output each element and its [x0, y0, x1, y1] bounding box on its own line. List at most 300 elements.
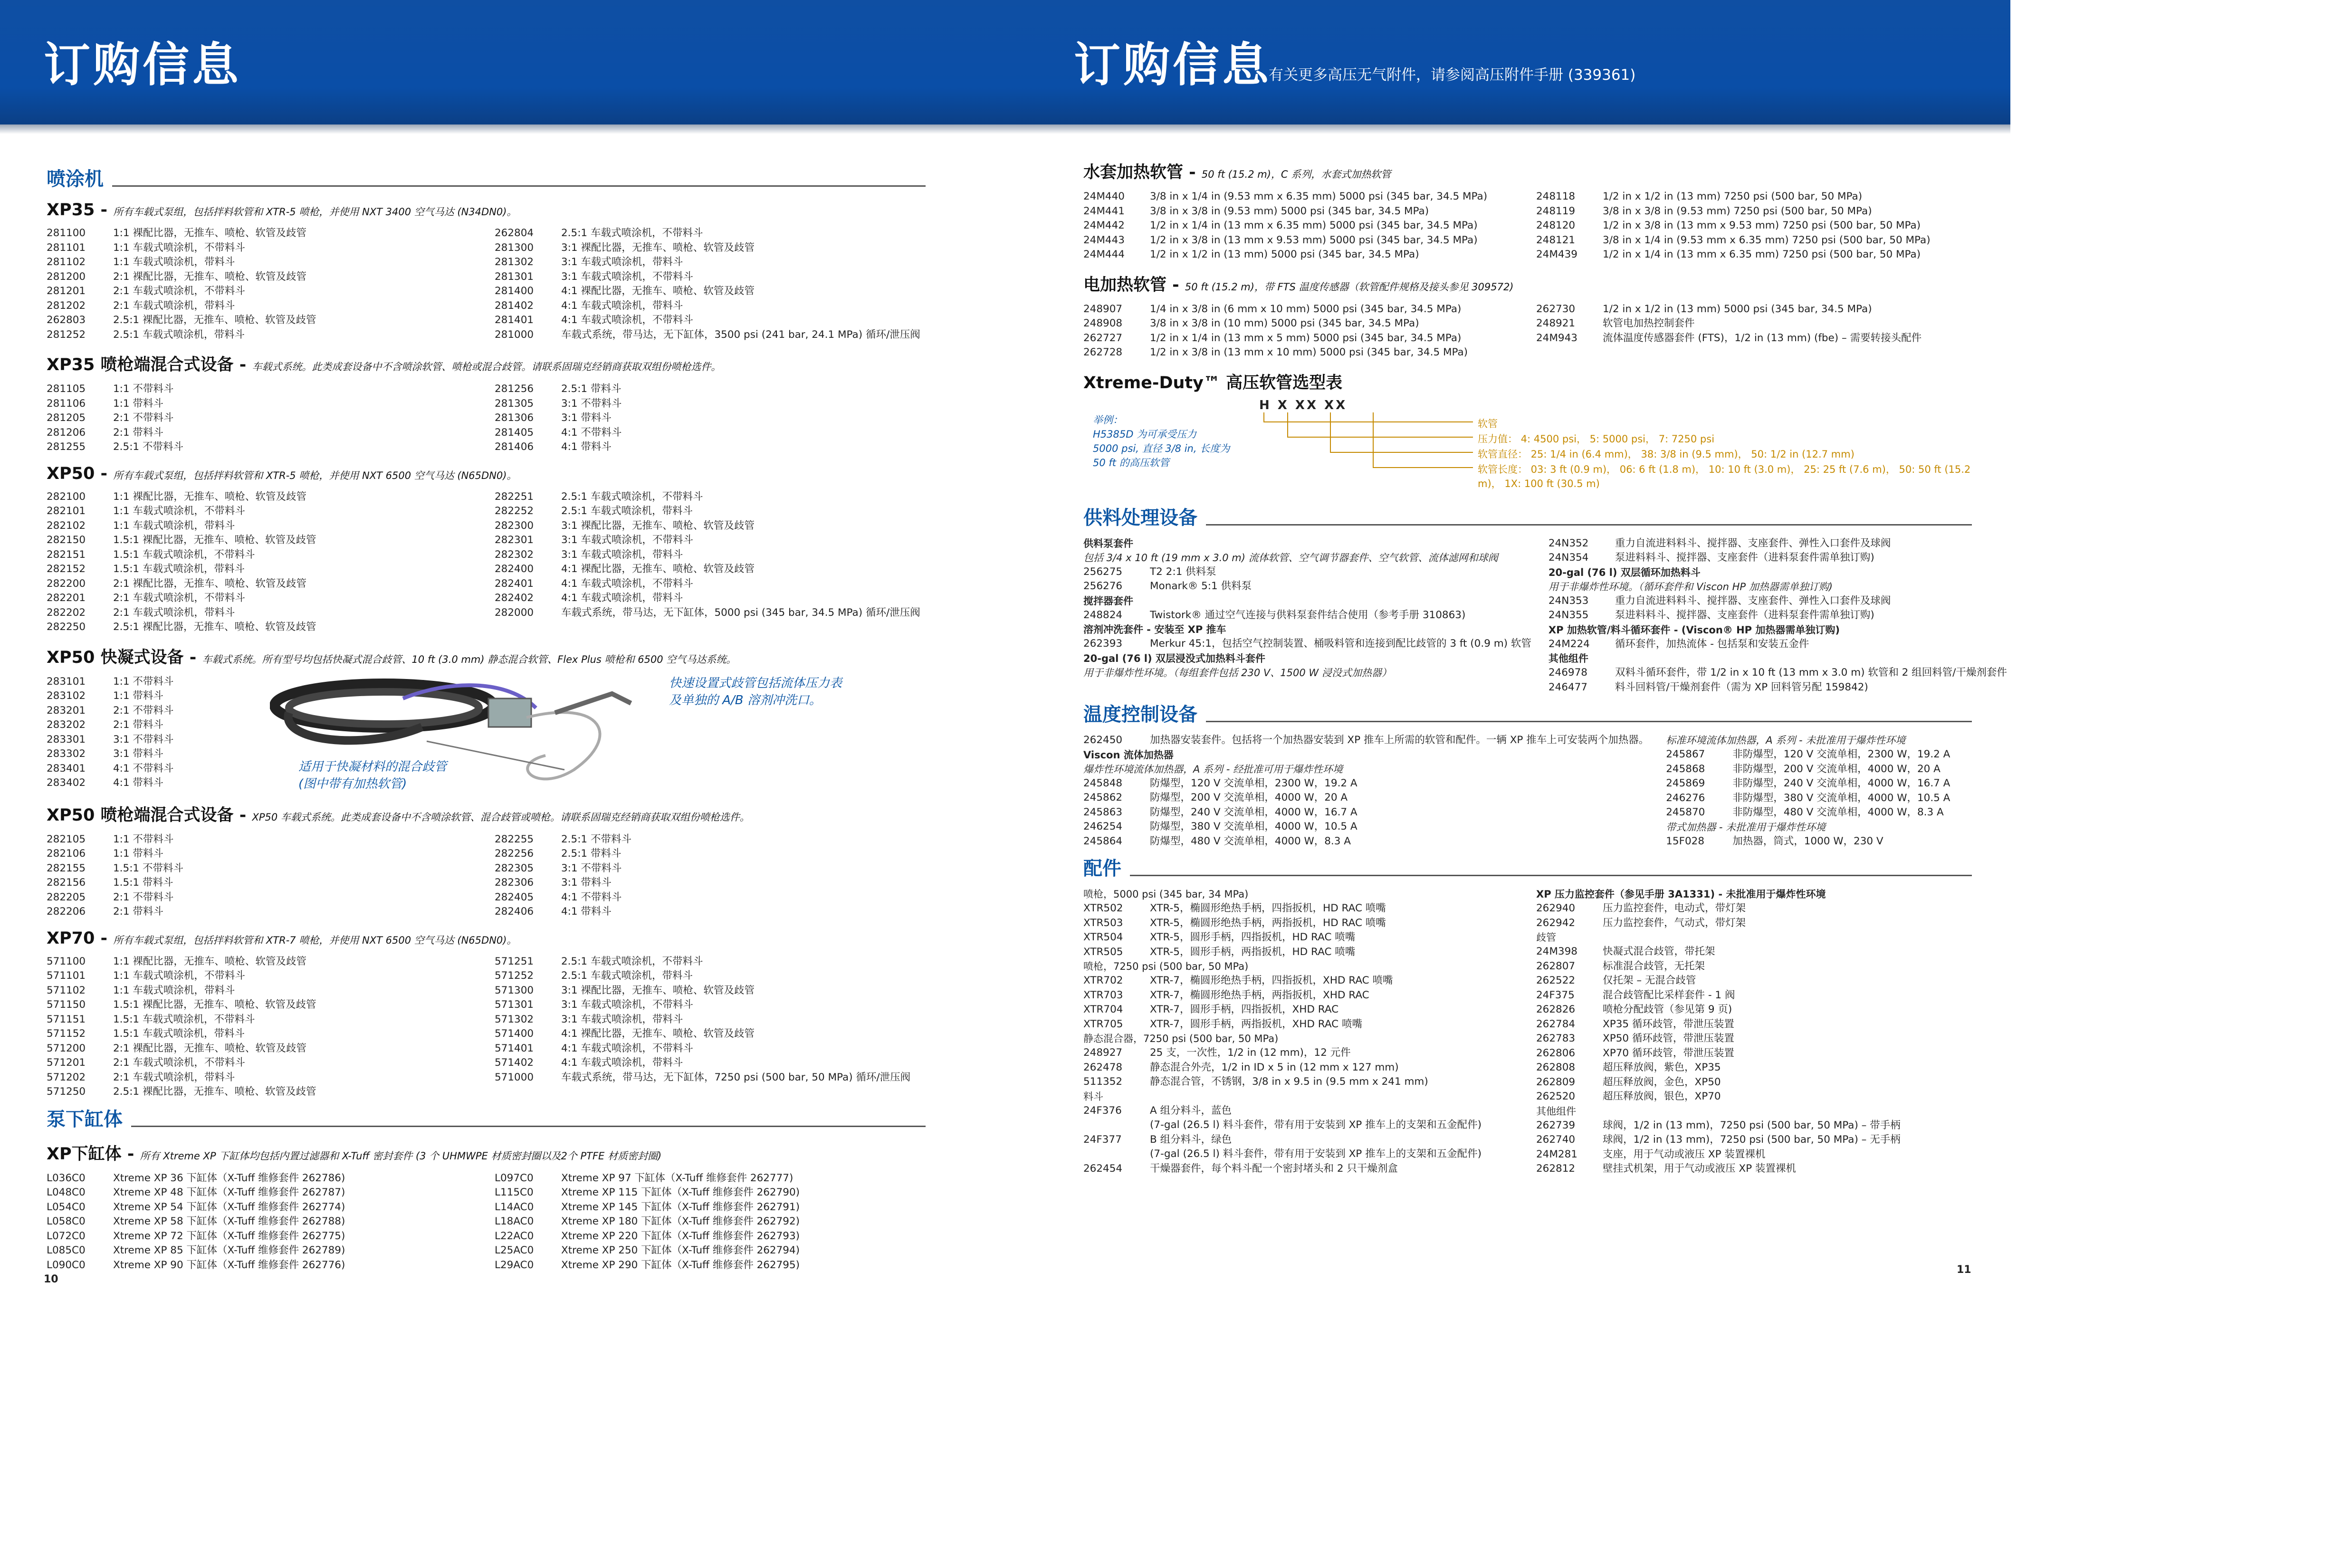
table-row	[495, 226, 926, 241]
caption-manifold-1: 快速设置式歧管包括流体压力表	[669, 676, 842, 690]
parts-list	[47, 226, 478, 342]
table-row	[495, 313, 926, 328]
part-number: 245848	[1083, 777, 1123, 789]
circ-kit-head: XP 加热软管/料斗循环套件 - (Viscon® HP 加热器需单独订购)	[1548, 624, 1840, 636]
part-number: 571402	[495, 1057, 534, 1069]
part-number: 281205	[47, 412, 86, 424]
table-row	[495, 562, 926, 577]
table-row	[1536, 219, 1972, 233]
xp35-title: XP35 -	[47, 201, 114, 220]
xp50q-desc: 车载式系统。所有型号均包括快凝式混合歧管、10 ft (3.0 mm) 静态混合软管、Flex Plus 喷枪和 6500 空气马达系统。	[202, 653, 736, 665]
other-parts-head: 其他组件	[1548, 653, 1588, 664]
table-row	[495, 519, 926, 534]
part-number: 571202	[47, 1071, 86, 1083]
part-description: 泵进料料斗、搅拌器、支座套件（进料泵套件需单独订购)	[1615, 552, 1874, 564]
builder-legend-diameter: 软管直径： 25: 1/4 in (6.4 mm)， 38: 3/8 in (9.5 mm)， 50: 1/2 in (12.7 mm)	[1478, 448, 1855, 460]
part-number: 571401	[495, 1042, 534, 1054]
part-description: 4:1 不带料斗	[113, 762, 174, 774]
table-row	[495, 955, 926, 969]
table-row	[1083, 733, 1649, 748]
part-number: 282401	[495, 577, 534, 590]
part-number: 281402	[495, 299, 534, 312]
part-number: 571150	[47, 999, 86, 1011]
table-row	[47, 270, 478, 285]
part-number: 24M224	[1548, 638, 1590, 650]
table-row	[495, 876, 926, 890]
table-row	[495, 1056, 926, 1071]
monitor-head: XP 压力监控套件（参见手册 3A1331) - 未批准用于爆炸性环境	[1536, 889, 1826, 900]
table-row	[1536, 1061, 1972, 1075]
lowers-title: XP下缸体 -	[47, 1144, 140, 1164]
part-number: 248121	[1536, 234, 1576, 246]
part-description: 泵进料料斗、搅拌器、支座套件（进料泵套件需单独订购)	[1615, 609, 1874, 621]
lowers-heading	[47, 1141, 926, 1165]
part-number: 282102	[47, 519, 86, 532]
table-row	[495, 984, 926, 998]
table-row	[495, 504, 926, 519]
table-row	[1083, 316, 1519, 331]
part-number: 571101	[47, 970, 86, 982]
part-description: 1/2 in x 1/2 in (13 mm) 5000 psi (345 bar, 34.5 MPa)	[1150, 249, 1419, 260]
part-description: XTR-7，圆形手柄，四指扳机，XHD RAC	[1150, 1004, 1339, 1015]
part-number: 281256	[495, 383, 534, 395]
hose-builder-heading	[1083, 370, 1972, 393]
part-number: L14AC0	[495, 1201, 534, 1213]
parts-list	[1666, 747, 1972, 820]
table-row	[1083, 204, 1519, 219]
part-description: 2.5:1 带料斗	[561, 383, 621, 395]
table-row	[1083, 1118, 1519, 1133]
table-row	[495, 1200, 926, 1215]
builder-code: H X XX XX	[1259, 398, 1348, 412]
part-number: 282200	[47, 577, 86, 590]
table-row	[47, 955, 478, 969]
part-description: Xtreme XP 36 下缸体（X-Tuff 维修套件 262786)	[113, 1172, 345, 1184]
table-row	[1549, 594, 2007, 609]
elec-hose-desc: 50 ft (15.2 m)，带 FTS 温度传感器（软管配件规格及接头参见 309572)	[1185, 281, 1514, 293]
table-row	[1083, 331, 1519, 346]
part-description: Xtreme XP 85 下缸体（X-Tuff 维修套件 262789)	[113, 1244, 345, 1256]
part-description: 压力监控套件，电动式，带灯架	[1603, 902, 1746, 914]
part-number: 262804	[495, 227, 534, 239]
table-row	[1083, 1133, 1519, 1147]
parts-list	[1083, 901, 1519, 959]
part-description: 1:1 不带料斗	[113, 383, 174, 395]
table-row	[1083, 1017, 1519, 1032]
table-row	[1536, 316, 1972, 331]
elec-hose-table	[1083, 302, 1972, 360]
part-number: 282101	[47, 505, 86, 517]
part-description: B 组分料斗，绿色	[1150, 1133, 1232, 1146]
part-description: 2:1 裸配比器，无推车、喷枪、软管及歧管	[113, 270, 306, 283]
table-row	[1536, 1003, 1972, 1017]
table-row	[1549, 666, 2007, 680]
part-description: 2.5:1 车载式喷涂机，不带料斗	[561, 955, 703, 967]
part-number: 282100	[47, 490, 86, 503]
part-number: 571400	[495, 1028, 534, 1040]
table-row	[495, 1243, 926, 1258]
part-description: 1/4 in x 3/8 in (6 mm x 10 mm) 5000 psi (345 bar, 34.5 MPa)	[1150, 303, 1462, 315]
table-row	[47, 426, 478, 440]
section-pump-lowers	[47, 1104, 926, 1131]
part-description: 防爆型，480 V 交流单相，4000 W，8.3 A	[1150, 835, 1351, 847]
xp35-desc: 所有车载式泵组，包括拌料软管和 XTR-5 喷枪，并使用 NXT 3400 空气马达 (N34DN0)。	[113, 206, 517, 218]
part-description: 1/2 in x 1/2 in (13 mm) 7250 psi (500 bar, 50 MPa)	[1603, 191, 1863, 202]
builder-connector-lines	[1259, 412, 1478, 493]
part-number: 282255	[495, 833, 534, 845]
acc-grid	[1083, 887, 1972, 1176]
part-number: 262739	[1536, 1119, 1576, 1131]
table-row	[47, 548, 478, 563]
part-number: 571300	[495, 984, 534, 996]
table-row	[1083, 565, 1531, 580]
table-row	[47, 397, 478, 411]
part-number: 24M281	[1536, 1148, 1578, 1160]
part-number: L058C0	[47, 1215, 86, 1227]
table-row	[1549, 680, 2007, 695]
right-column	[1083, 159, 2007, 1176]
table-row	[1536, 1133, 1972, 1147]
part-number: 282152	[47, 563, 86, 575]
part-description: 2.5:1 带料斗	[561, 848, 621, 860]
table-row	[495, 1258, 926, 1273]
part-description: 加热器，筒式，1000 W，230 V	[1732, 835, 1884, 847]
parts-list	[47, 955, 478, 1100]
table-row	[1083, 637, 1531, 651]
part-number: 262807	[1536, 960, 1576, 972]
part-description: 3:1 车载式喷涂机，不带料斗	[561, 999, 693, 1011]
table-row	[1536, 1032, 1972, 1046]
table-row	[47, 890, 478, 905]
part-description: 3:1 车载式喷涂机，不带料斗	[561, 270, 693, 283]
table-row	[47, 969, 478, 984]
part-description: 3/8 in x 1/4 in (9.53 mm x 6.35 mm) 5000 psi (345 bar, 34.5 MPa)	[1150, 191, 1488, 202]
part-description: 3:1 不带料斗	[561, 862, 622, 874]
part-number: 282105	[47, 833, 86, 845]
part-number: 281106	[47, 397, 86, 410]
part-description: 1:1 车载式喷涂机，带料斗	[113, 519, 235, 532]
part-number: 281401	[495, 314, 534, 326]
part-number: 262809	[1536, 1076, 1576, 1088]
hopper-desc: 用于非爆炸性环境。（每组套件包括 230 V、1500 W 浸没式加热器）	[1083, 667, 1392, 679]
parts-list	[1549, 536, 2007, 565]
parts-list	[495, 382, 926, 455]
table-row	[1083, 916, 1519, 931]
table-row	[495, 284, 926, 299]
part-description: 1/2 in x 1/2 in (13 mm) 5000 psi (345 bar, 34.5 MPa)	[1603, 303, 1872, 315]
part-number: 281301	[495, 270, 534, 283]
parts-list	[1549, 594, 2007, 623]
part-description: 流体温度传感器套件 (FTS)，1/2 in (13 mm) (fbe) – 需要转接头配件	[1603, 332, 1922, 344]
parts-list	[1083, 565, 1531, 594]
section-temp	[1083, 699, 1972, 727]
part-number: L090C0	[47, 1259, 86, 1271]
part-description: 重力自流进料料斗、搅拌器、支座套件、弹性入口套件及球阀	[1615, 537, 1891, 549]
part-description: 4:1 裸配比器，无推车、喷枪、软管及歧管	[561, 1028, 755, 1040]
part-number: 283401	[47, 762, 86, 774]
part-description: 1.5:1 车载式喷涂机，带料斗	[113, 1028, 245, 1040]
section-feed	[1083, 503, 1972, 530]
right-page-title: 订购信息	[1074, 38, 1272, 92]
xp50r-desc: XP50 车载式系统。此类成套设备中不含喷涂软管、混合歧管或喷枪。请联系固瑞克经销商获取双组份喷枪选件。	[252, 811, 750, 823]
other-head: 其他组件	[1536, 1105, 1576, 1117]
table-row	[47, 1171, 478, 1186]
part-description: 1.5:1 带料斗	[113, 877, 173, 889]
part-description: 3/8 in x 1/4 in (9.53 mm x 6.35 mm) 7250 psi (500 bar, 50 MPa)	[1603, 234, 1931, 246]
parts-list	[1536, 1119, 1972, 1176]
table-row	[47, 606, 478, 621]
part-description: 2:1 带料斗	[113, 906, 163, 918]
xp35r-table	[47, 382, 926, 455]
table-row	[1083, 776, 1649, 791]
part-number: 262808	[1536, 1061, 1576, 1073]
part-description: 3:1 裸配比器，无推车、喷枪、软管及歧管	[561, 241, 755, 254]
part-description: 1:1 车载式喷涂机，带料斗	[113, 984, 235, 996]
part-number: 262803	[47, 314, 86, 326]
part-number: 281206	[47, 426, 86, 439]
table-row	[47, 241, 478, 256]
table-row	[1083, 805, 1649, 820]
part-number: 262478	[1083, 1061, 1123, 1073]
part-number: 248921	[1536, 317, 1576, 329]
caption-manifold-2: 及单独的 A/B 溶剂冲洗口。	[669, 693, 822, 708]
part-number: 281202	[47, 299, 86, 312]
table-row	[495, 905, 926, 919]
part-description: 4:1 带料斗	[113, 777, 163, 789]
part-description: 车载式系统，带马达，无下缸体，7250 psi (500 bar, 50 MPa) 循环/泄压阀	[561, 1071, 911, 1083]
part-number: 245863	[1083, 806, 1123, 818]
table-row	[495, 382, 926, 397]
table-row	[47, 984, 478, 998]
table-row	[1083, 930, 1519, 945]
hopper-acc-head: 料斗	[1083, 1090, 1103, 1102]
part-description: 2:1 裸配比器，无推车、喷枪、软管及歧管	[113, 577, 306, 590]
part-number: 262520	[1536, 1090, 1576, 1102]
part-number: 281252	[47, 328, 86, 341]
table-row	[47, 1243, 478, 1258]
table-row	[47, 1013, 478, 1027]
part-number: 24M398	[1536, 946, 1578, 957]
part-description: 球阀，1/2 in (13 mm)，7250 psi (500 bar, 50 MPa) – 无手柄	[1603, 1134, 1901, 1146]
part-number: 281201	[47, 285, 86, 297]
part-description: 1:1 裸配比器，无推车、喷枪、软管及歧管	[113, 227, 306, 239]
part-number: 245864	[1083, 835, 1123, 847]
parts-list	[1549, 666, 2007, 695]
table-row	[1083, 190, 1519, 204]
table-row	[495, 1013, 926, 1027]
table-row	[1536, 1090, 1972, 1104]
parts-list	[47, 832, 478, 919]
part-description: Xtreme XP 48 下缸体（X-Tuff 维修套件 262787)	[113, 1186, 345, 1198]
part-number: 571251	[495, 955, 534, 967]
table-row	[495, 440, 926, 455]
feed-grid	[1083, 536, 2007, 695]
part-number: 283202	[47, 719, 86, 731]
table-row	[1083, 974, 1519, 988]
part-description: 1:1 车载式喷涂机，不带料斗	[113, 970, 245, 982]
part-description: 仅托架 – 无混合歧管	[1603, 975, 1696, 986]
part-number: 262812	[1536, 1163, 1576, 1175]
part-description: 非防爆型，200 V 交流单相，4000 W，20 A	[1732, 763, 1941, 775]
part-number: 262826	[1536, 1004, 1576, 1015]
parts-list	[1083, 637, 1531, 651]
part-number: 282302	[495, 548, 534, 561]
part-number: 262454	[1083, 1162, 1123, 1175]
table-row	[47, 733, 256, 747]
part-number: 281255	[47, 441, 86, 453]
part-description: 1.5:1 车载式喷涂机，不带料斗	[113, 548, 255, 561]
table-row	[1083, 1046, 1519, 1061]
part-number: 281200	[47, 270, 86, 283]
table-row	[47, 861, 478, 876]
xp50q-block	[47, 675, 926, 793]
part-number: 248120	[1536, 220, 1576, 231]
part-number: 248119	[1536, 205, 1576, 217]
parts-list	[1666, 834, 1972, 849]
table-row	[47, 762, 256, 776]
part-description: 3:1 车载式喷涂机，带料斗	[561, 1013, 683, 1025]
part-description: 非防爆型，480 V 交流单相，4000 W，8.3 A	[1732, 806, 1944, 818]
part-number: 246276	[1666, 792, 1705, 804]
temp-grid	[1083, 733, 1972, 849]
parts-list	[47, 675, 256, 791]
part-description: XTR-7，椭圆形绝热手柄，两指扳机，XHD RAC	[1150, 989, 1369, 1001]
left-page-number: 10	[44, 1273, 58, 1285]
part-description: 料斗回料管/干燥剂套件（需为 XP 回料管另配 159842)	[1615, 681, 1868, 693]
builder-example-1: 举例：	[1093, 414, 1123, 426]
part-number: 24M444	[1083, 249, 1125, 260]
table-row	[495, 832, 926, 847]
part-description: Twistork® 通过空气连接与供料泵套件结合使用（参考手册 310863)	[1150, 609, 1466, 621]
part-number: 245869	[1666, 777, 1705, 789]
part-description: 3:1 带料斗	[113, 748, 163, 760]
table-row	[47, 998, 478, 1013]
section-title: 配件	[1083, 858, 1121, 880]
part-description: 4:1 不带料斗	[561, 891, 622, 903]
table-row	[1083, 1147, 1519, 1162]
part-description: 1/2 in x 1/4 in (13 mm x 5 mm) 5000 psi (345 bar, 34.5 MPa)	[1150, 332, 1462, 344]
part-number: L25AC0	[495, 1244, 534, 1256]
table-row	[1083, 945, 1519, 960]
part-number: L054C0	[47, 1201, 86, 1213]
part-number: XTR703	[1083, 989, 1123, 1001]
part-number: 262727	[1083, 332, 1123, 344]
table-row	[47, 577, 478, 592]
part-description: XTR-5，圆形手柄，两指扳机，HD RAC 喷嘴	[1150, 946, 1356, 958]
part-description: 加热器安装套件。包括将一个加热器安装到 XP 推车上所需的软管和配件。一辆 XP 推车上可安装两个加热器。	[1150, 734, 1649, 746]
part-number: 281400	[495, 285, 534, 297]
part-number: 281105	[47, 383, 86, 395]
table-row	[1549, 608, 2007, 623]
part-number: 262393	[1083, 638, 1123, 650]
part-description: 压力监控套件，气动式，带灯架	[1603, 917, 1746, 929]
parts-list	[495, 1171, 926, 1273]
part-description: 2:1 不带料斗	[113, 412, 174, 424]
parts-list	[1536, 302, 1972, 360]
part-description: 防爆型，120 V 交流单相，2300 W，19.2 A	[1150, 777, 1358, 789]
lowers-desc: 所有 Xtreme XP 下缸体均包括内置过滤器和 X-Tuff 密封套件 (3 个 UHMWPE 材质密封圈以及2个 PTFE 材质密封圈)	[140, 1150, 662, 1162]
part-description: 非防爆型，240 V 交流单相，4000 W，16.7 A	[1732, 777, 1950, 789]
builder-legend-hose: 软管	[1478, 418, 1498, 430]
part-description: 1/2 in x 1/4 in (13 mm x 6.35 mm) 7250 psi (500 bar, 50 MPa)	[1603, 249, 1921, 260]
table-row	[495, 255, 926, 270]
table-row	[495, 969, 926, 984]
table-row	[1083, 248, 1519, 262]
part-number: 282256	[495, 848, 534, 860]
part-description: 1/2 in x 1/4 in (13 mm x 6.35 mm) 5000 psi (345 bar, 34.5 MPa)	[1150, 220, 1478, 231]
part-description: 4:1 车载式喷涂机，带料斗	[561, 1057, 683, 1069]
builder-example-3: 5000 psi, 直径 3/8 in, 长度为	[1093, 442, 1230, 454]
section-accessories	[1083, 853, 1972, 880]
table-row	[495, 426, 926, 440]
water-hose-table	[1083, 190, 1972, 262]
part-description: 超压释放阀，金色，XP50	[1603, 1076, 1721, 1088]
table-row	[1666, 791, 1972, 806]
part-description: 3/8 in x 3/8 in (9.53 mm) 5000 psi (345 bar, 34.5 MPa)	[1150, 205, 1429, 217]
part-description: XTR-5，椭圆形绝热手柄，两指扳机，HD RAC 喷嘴	[1150, 917, 1386, 929]
part-description: Xtreme XP 115 下缸体（X-Tuff 维修套件 262790)	[561, 1186, 800, 1198]
part-number: 248927	[1083, 1047, 1123, 1059]
table-row	[1666, 805, 1972, 820]
builder-legend-pressure: 压力值： 4: 4500 psi， 5: 5000 psi， 7: 7250 psi	[1478, 433, 1715, 445]
table-row	[1083, 1104, 1519, 1119]
table-row	[1666, 776, 1972, 791]
right-page-subtitle: 有关更多高压无气附件，请参阅高压附件手册 (339361)	[1269, 67, 1636, 84]
part-number: 245862	[1083, 792, 1123, 803]
part-description: 4:1 车载式喷涂机，不带料斗	[561, 314, 693, 326]
part-description: 1:1 车载式喷涂机，不带料斗	[113, 241, 245, 254]
part-number: 282000	[495, 606, 534, 619]
part-description: 4:1 车载式喷涂机，带料斗	[561, 592, 683, 604]
xp35r-desc: 车载式系统。此类成套设备中不含喷涂软管、喷枪或混合歧管。请联系固瑞克经销商获取双组份喷枪选件。	[252, 361, 721, 373]
part-number: 281306	[495, 412, 534, 424]
part-description: 支座，用于气动或液压 XP 装置裸机	[1603, 1148, 1766, 1160]
part-number: 24M943	[1536, 332, 1578, 344]
gun1-head: 喷枪，5000 psi (345 bar, 34 MPa)	[1083, 889, 1249, 900]
part-number: 283301	[47, 733, 86, 746]
table-row	[495, 411, 926, 426]
parts-list	[1083, 190, 1519, 262]
xp50q-title: XP50 快凝式设备 -	[47, 648, 202, 667]
parts-list	[47, 1171, 478, 1273]
part-number: 282402	[495, 592, 534, 604]
table-row	[47, 255, 478, 270]
table-row	[47, 1200, 478, 1215]
part-number: 248118	[1536, 191, 1576, 202]
part-description: 2:1 车载式喷涂机，不带料斗	[113, 1057, 245, 1069]
part-number: 283201	[47, 704, 86, 717]
parts-list	[1083, 302, 1519, 360]
table-row	[47, 328, 478, 343]
table-row	[1083, 1003, 1519, 1017]
parts-list	[495, 226, 926, 342]
part-description: 3:1 裸配比器，无推车、喷枪、软管及歧管	[561, 984, 755, 996]
part-number: 248824	[1083, 609, 1123, 621]
part-description: 2.5:1 不带料斗	[561, 833, 631, 845]
part-number: 262784	[1536, 1018, 1576, 1030]
part-description: 壁挂式机架，用于气动或液压 XP 装置裸机	[1603, 1163, 1796, 1175]
table-row	[1536, 1162, 1972, 1176]
part-description: 4:1 车载式喷涂机，不带料斗	[561, 1042, 693, 1054]
table-row	[495, 1214, 926, 1229]
part-description: 1:1 不带料斗	[113, 833, 174, 845]
table-row	[495, 606, 926, 621]
part-number	[1083, 1118, 1150, 1133]
part-number: L22AC0	[495, 1230, 534, 1242]
table-row	[495, 299, 926, 314]
parts-list	[1536, 945, 1972, 1104]
part-description: Xtreme XP 180 下缸体（X-Tuff 维修套件 262792)	[561, 1215, 800, 1227]
